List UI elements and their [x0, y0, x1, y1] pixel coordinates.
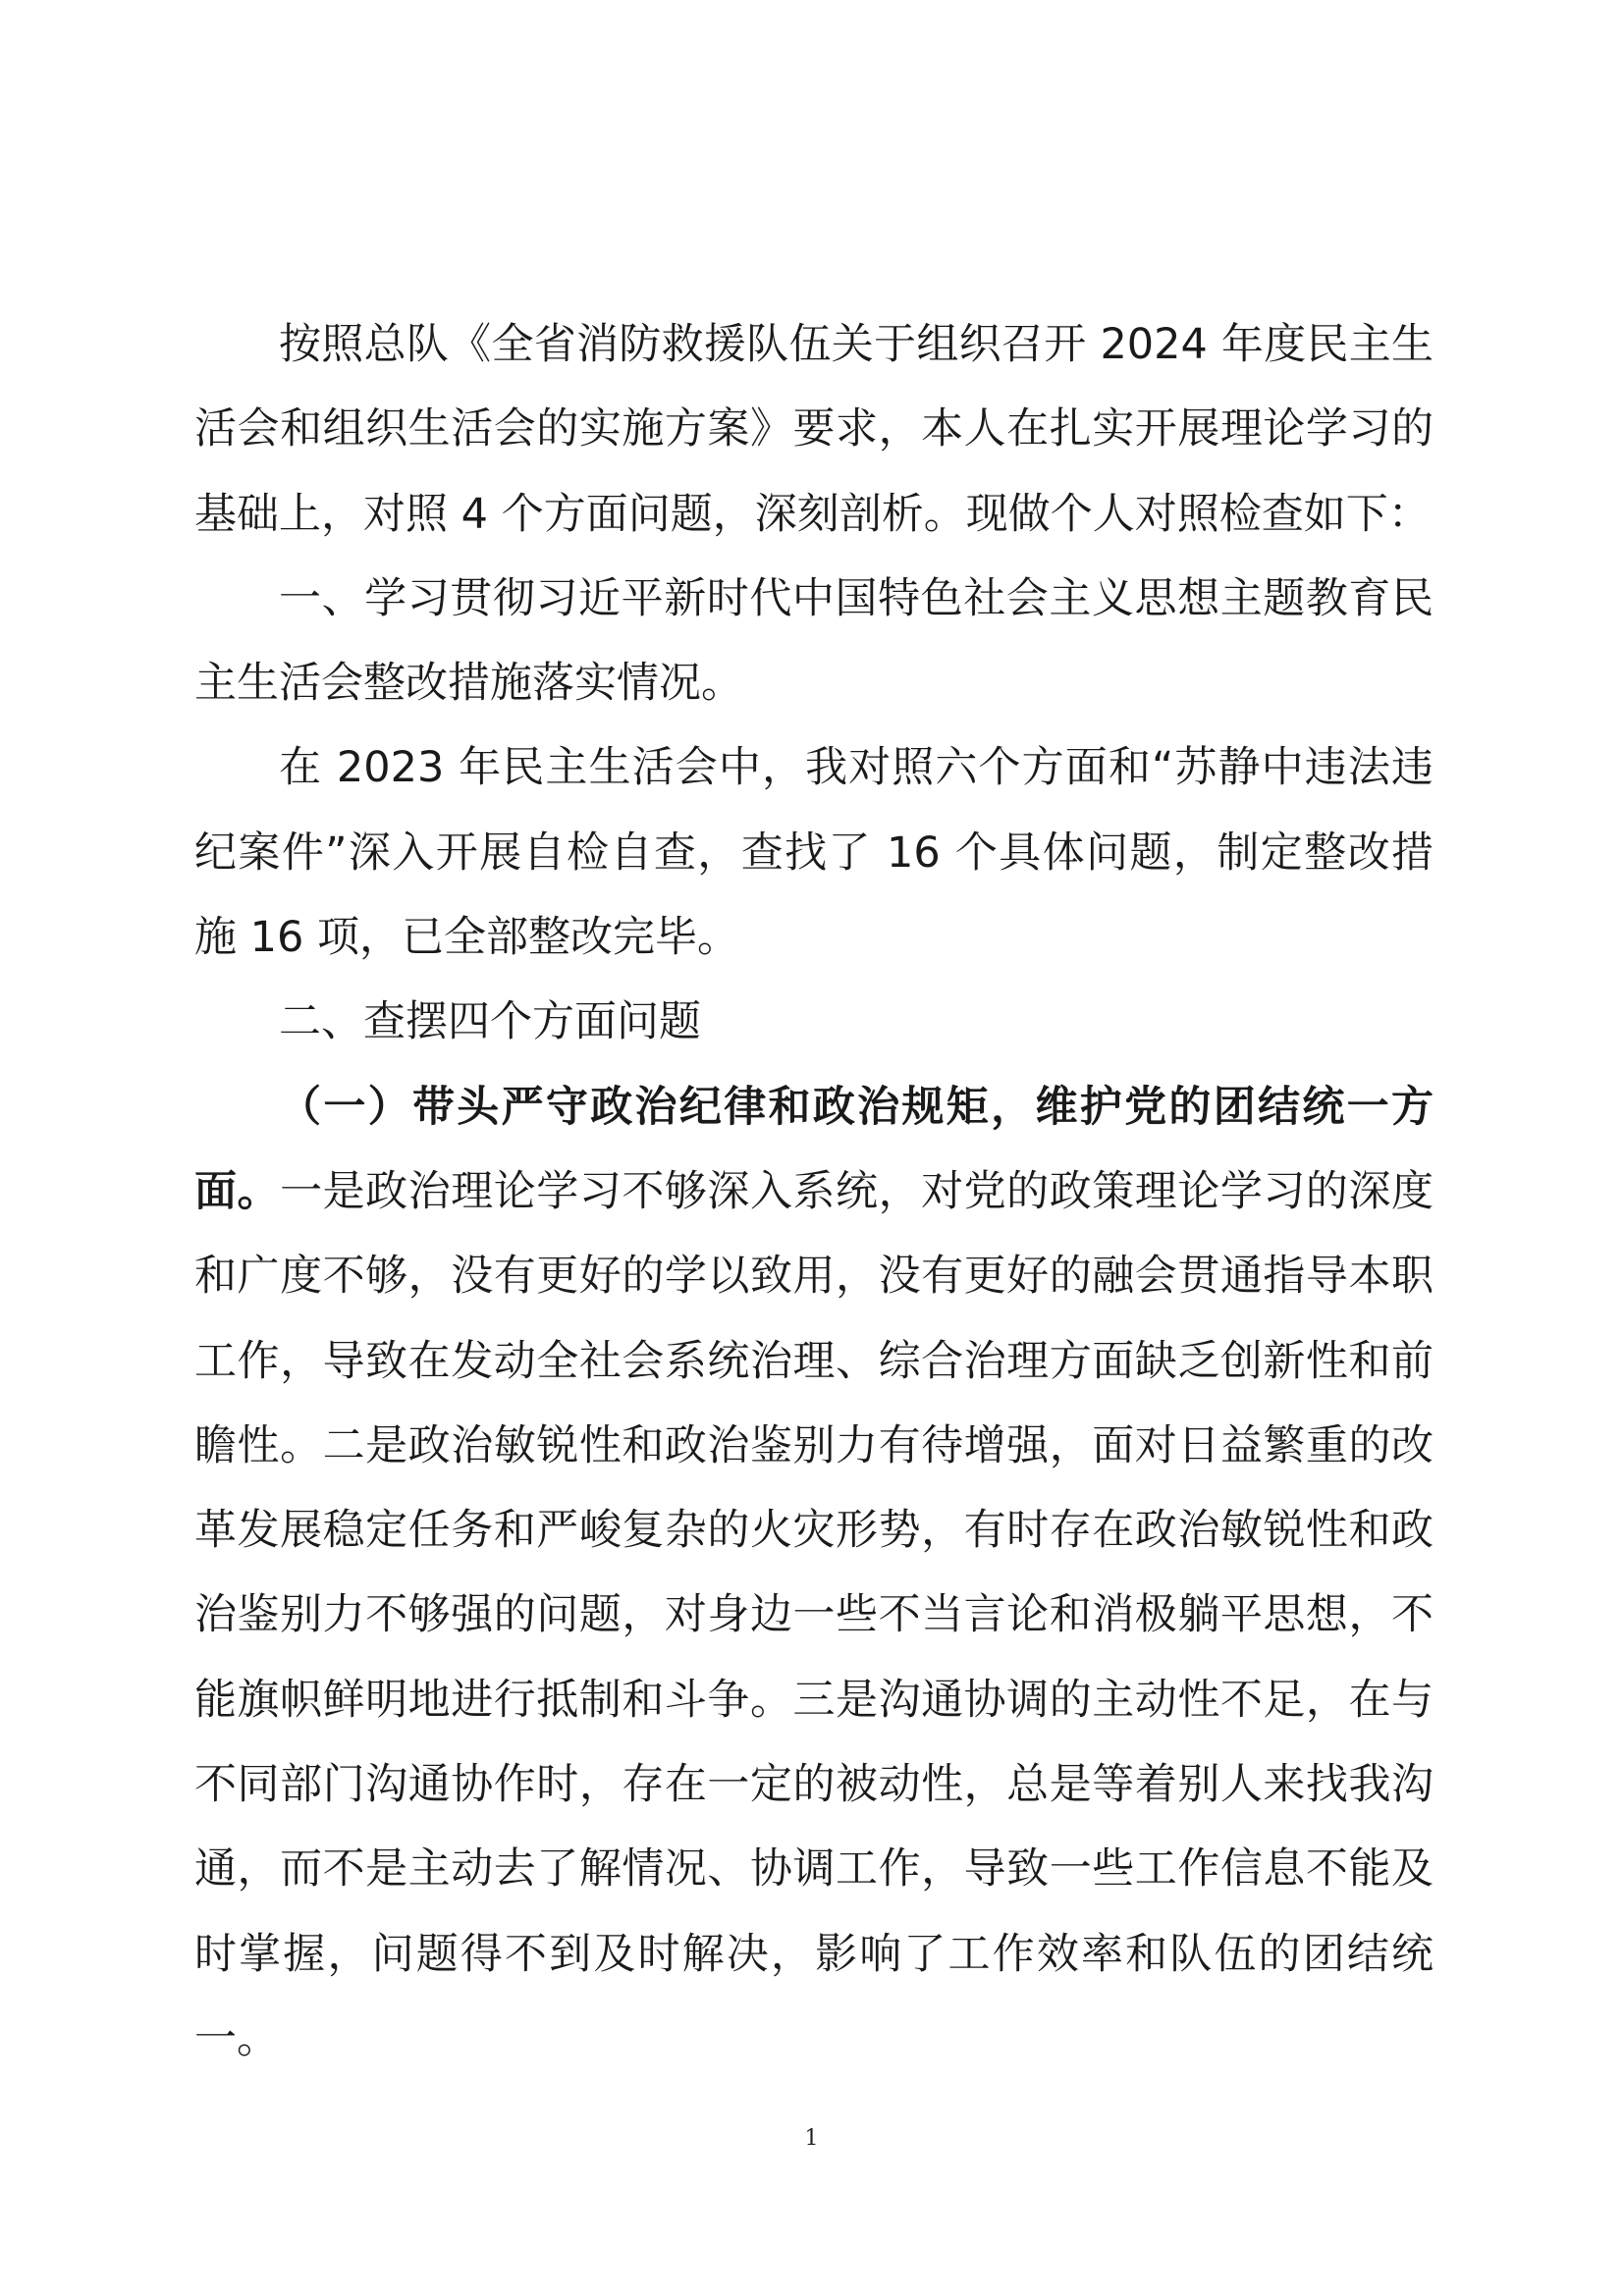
page-number: 1	[804, 2126, 819, 2151]
subsection-1-heading: （一）带头严守政治纪律和政治规矩，维护党的团结统一方面。	[194, 1082, 1434, 1216]
document-page	[194, 302, 1434, 2081]
intro-paragraph: 按照总队《全省消防救援队伍关于组织召开 2024 年度民主生活会和组织生活会的实施方案》要求，本人在扎实开展理论学习的基础上，对照 4 个方面问题，深刻剖析。现做个人对照检查如下：	[194, 320, 1434, 539]
subsection-1-body: 一是政治理论学习不够深入系统，对党的政策理论学习的深度和广度不够，没有更好的学以致用，没有更好的融会贯通指导本职工作，导致在发动全社会系统治理、综合治理方面缺乏创新性和前瞻性。二是政治敏锐性和政治鉴别力有待增强，面对日益繁重的改革发展稳定任务和严峻复杂的火灾形势，有时存在政治敏锐性和政治鉴别力不够强的问题，对身边一些不当言论和消极躺平思想，不能旗帜鲜明地进行抵制和斗争。三是沟通协调的主动性不足，在与不同部门沟通协作时，存在一定的被动性，总是等着别人来找我沟通，而不是主动去了解情况、协调工作，导致一些工作信息不能及时掌握，问题得不到及时解决，影响了工作效率和队伍的团结统一。	[194, 1166, 1434, 2063]
section-2-title: 二、查摆四个方面问题	[279, 997, 701, 1047]
section-1-body: 在 2023 年民主生活会中，我对照六个方面和“苏静中违法违纪案件”深入开展自检自查，查找了 16 个具体问题，制定整改措施 16 项，已全部整改完毕。	[194, 743, 1434, 963]
section-1-title: 一、学习贯彻习近平新时代中国特色社会主义思想主题教育民主生活会整改措施落实情况。	[194, 573, 1434, 709]
subsection-1-paragraph	[194, 1065, 1434, 2082]
